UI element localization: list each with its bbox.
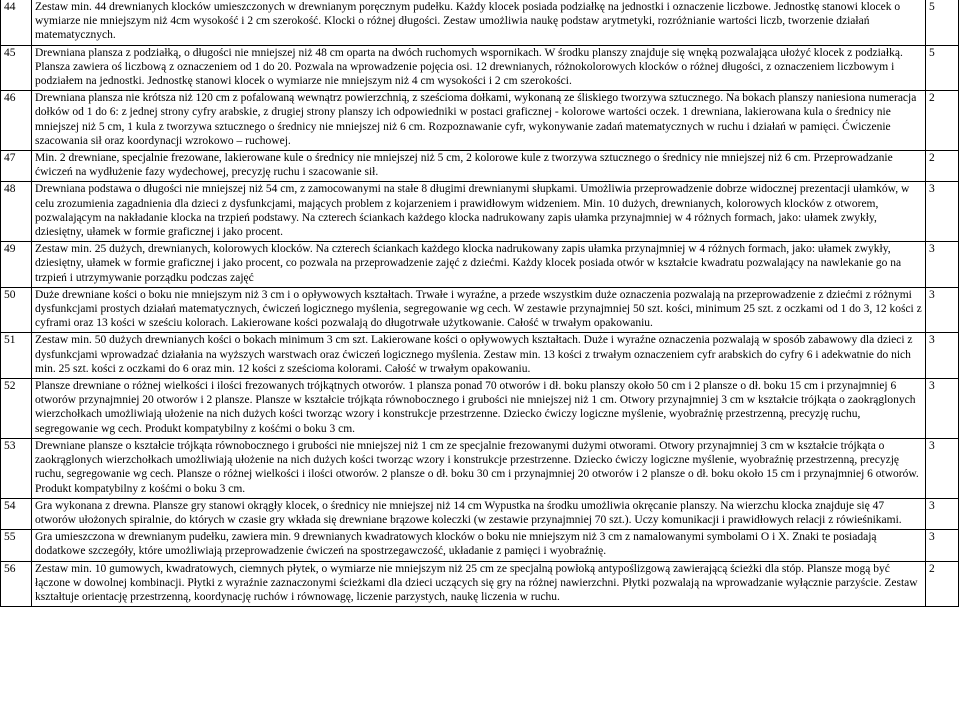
item-description: Zestaw min. 25 dużych, drewnianych, kolorowych klocków. Na czterech ściankach każdego klocka nadrukowany zapis ułamka przynajmniej w 4 różnych formach, jako: ułamek zwykły, dziesiętny, ułamek w formie graficznej i jako procent, co pozwala na przeprowadzenie zajęć z dziećmi. Każdy klocek posiada otwór w kształcie kwadratu pozwalający na nawlekanie go na trzpień i utrzymywanie porządku podczas zajęć (32, 242, 926, 288)
item-number: 51 (1, 333, 32, 379)
item-quantity: 2 (926, 151, 959, 182)
item-number: 49 (1, 242, 32, 288)
item-description: Gra wykonana z drewna. Plansze gry stanowi okrągły klocek, o średnicy nie mniejszej niż 14 cm Wypustka na środku umożliwia okręcanie planszy. Na wierzchu klocka znajduje się 47 otworów ułożonych spiralnie, do których w czasie gry wkłada się drewniane brązowe koleczki (w zestawie przynajmniej 70 szt.). Uczy komunikacji i prawidłowych relacji z rówieśnikami. (32, 498, 926, 529)
item-description: Zestaw min. 50 dużych drewnianych kości o bokach minimum 3 cm szt. Lakierowane kości o opływowych kształtach. Duże i wyraźne oznaczenia pozwalają w sposób zabawowy dla dzieci z dysfunkcjami wprowadzać działania na wyższych warstwach oraz ćwiczeń logicznego myślenia. Zestaw min. 13 kości z trwałym oznaczeniem cyfr arabskich do cyfry 6 i adekwatnie do nich min. 25 szt. kości z oczkami do 6 oraz min. 12 kości z sześcioma kolorami. Całość w trwałym opakowaniu. (32, 333, 926, 379)
item-quantity: 3 (926, 498, 959, 529)
item-number: 44 (1, 0, 32, 45)
specification-table-body (1, 0, 959, 607)
item-quantity: 3 (926, 287, 959, 333)
item-number: 54 (1, 498, 32, 529)
item-number: 52 (1, 379, 32, 439)
item-number: 53 (1, 438, 32, 498)
table-row (1, 242, 959, 288)
table-row (1, 498, 959, 529)
item-description: Drewniana plansza nie krótsza niż 120 cm z pofalowaną wewnątrz powierzchnią, z sześcioma dołkami, wykonaną ze śliskiego tworzywa sztucznego. Na bokach planszy naniesiona numeracja dołków od 1 do 6: z jednej strony cyfry arabskie, z drugiej strony planszy ich odpowiedniki w postaci graficznej - kolorowe wartości oczek. 1 drewniana, lakierowana kula o średnicy nie mniejszej niż 5 cm, 1 kula z tworzywa sztucznego o średnicy nie mniejszej niż 6 cm. Rozpoznawanie cyfr, wykonywanie zadań matematycznych w ruchu i działań w pamięci. Ćwiczenie szacowania sił oraz koordynacji wzrokowo – ruchowej. (32, 91, 926, 151)
item-quantity: 2 (926, 91, 959, 151)
table-row (1, 561, 959, 607)
item-number: 48 (1, 182, 32, 242)
item-description: Drewniana plansza z podziałką, o długości nie mniejszej niż 48 cm oparta na dwóch ruchomych wspornikach. W środku planszy znajduje się wnęką pozwalająca ułożyć klocek z podziałką. Plansza zawiera oś liczbową z oznaczeniem od 1 do 20. Pozwala na wprowadzenie pojęcia osi. 12 drewnianych, różnokolorowych klocków o różnej długości, z oznaczeniem liczbowym i podziałem na jednostki. Jednostkę stanowi klocek o wymiarze nie mniejszym niż 4 cm wysokości i 2 cm szerokości. (32, 45, 926, 91)
item-quantity: 3 (926, 379, 959, 439)
item-quantity: 3 (926, 530, 959, 561)
item-quantity: 3 (926, 438, 959, 498)
item-description: Zestaw min. 44 drewnianych klocków umieszczonych w drewnianym poręcznym pudełku. Każdy klocek posiada podziałkę na jednostki i oznaczenie liczbowe. Jednostkę stanowi klocek o wymiarze nie mniejszym niż 4cm wysokość i 2 cm szerokość. Klocki o różnej długości. Zestaw umożliwia naukę podstaw arytmetyki, rozróżnianie wartości liczb, tworzenie działań matematycznych. (32, 0, 926, 45)
item-description: Zestaw min. 10 gumowych, kwadratowych, ciemnych płytek, o wymiarze nie mniejszym niż 25 cm ze specjalną powłoką antypoślizgową zawierającą ścieżki dla stóp. Plansze mogą być łączone w dowolnej kombinacji. Płytki z wyraźnie zaznaczonymi ścieżkami dla dzieci uczących się gry na różnej nawierzchni. Płytki pozwalają na wprowadzanie wyłącznie parzyście. Zestaw kształtuje orientację przestrzenną, koordynację ruchów i równowagę, liczenie parzystych, naukę liczenia w ruchu. (32, 561, 926, 607)
item-number: 56 (1, 561, 32, 607)
item-quantity: 5 (926, 0, 959, 45)
table-row (1, 182, 959, 242)
item-number: 47 (1, 151, 32, 182)
table-row (1, 333, 959, 379)
item-description: Min. 2 drewniane, specjalnie frezowane, lakierowane kule o średnicy nie mniejszej niż 5 cm, 2 kolorowe kule z tworzywa sztucznego o średnicy nie mniejszej niż 6 cm. Przeprowadzanie ćwiczeń na wydłużenie fazy wydechowej, precyzję ruchu i szacowanie sił. (32, 151, 926, 182)
table-row (1, 0, 959, 45)
item-quantity: 5 (926, 45, 959, 91)
table-row (1, 45, 959, 91)
table-row (1, 438, 959, 498)
table-row (1, 287, 959, 333)
item-description: Drewniane plansze o kształcie trójkąta równobocznego i grubości nie mniejszej niż 1 cm ze specjalnie frezowanymi dużymi otworami. Otwory przynajmniej 3 cm w kształcie trójkąta o zaokrąglonych wierzchołkach umożliwiają ułożenie na nich dużych kości tworząc wzory i konstrukcje przestrzenne. Dziecko ćwiczy logiczne myślenie, wyobraźnię przestrzenną, precyzję ruchu, segregowanie wg cech. Plansze o różnej wielkości i ilości otworów. 2 plansze o dł. boku 30 cm i przynajmniej 20 otworów i 2 plansze o dł. boku około 15 cm i przynajmniej 6 otworów. Produkt kompatybilny z kośćmi o boku 3 cm. (32, 438, 926, 498)
table-row (1, 379, 959, 439)
table-row (1, 91, 959, 151)
item-number: 45 (1, 45, 32, 91)
item-quantity: 3 (926, 242, 959, 288)
item-number: 46 (1, 91, 32, 151)
item-description: Gra umieszczona w drewnianym pudełku, zawiera min. 9 drewnianych kwadratowych klocków o boku nie mniejszym niż 3 cm z namalowanymi symbolami O i X. Znaki te posiadają dodatkowe szczegóły, które umożliwiają przeprowadzenie ćwiczeń na spostrzegawczość, układanie z pamięci i wyobraźnię. (32, 530, 926, 561)
item-quantity: 3 (926, 182, 959, 242)
item-description: Duże drewniane kości o boku nie mniejszym niż 3 cm i o opływowych kształtach. Trwałe i wyraźne, a przede wszystkim duże oznaczenia pozwalają na przeprowadzenie z dziećmi z różnymi dysfunkcjami prostych działań matematycznych, ćwiczeń logicznego myślenia, segregowanie wg cech. W zestawie przynajmniej 50 szt. kości, minimum 25 szt. z oczkami od 1 do 3, 12 kości z cyframi oraz 13 kości w sześciu kolorach. Lakierowane kości pozwalają do długotrwałe użytkowanie. Całość w trwałym opakowaniu. (32, 287, 926, 333)
item-quantity: 2 (926, 561, 959, 607)
item-number: 55 (1, 530, 32, 561)
item-description: Plansze drewniane o różnej wielkości i ilości frezowanych trójkątnych otworów. 1 plansza ponad 70 otworów i dł. boku planszy około 50 cm i 2 plansze o dł. boku 15 cm i przynajmniej 6 otworów przynajmniej 20 otworów i 2 plansze. Plansze w kształcie trójkąta równobocznego i grubości nie mniejszej niż 1 cm. Otwory przynajmniej 3 cm w kształcie trójkąta o zaokrąglonych wierzchołkach umożliwiają ułożenie na nich dużych kości tworząc wzory i konstrukcje przestrzenne. Dziecko ćwiczy logiczne myślenie, wyobraźnię przestrzenną, precyzję ruchu, segregowanie wg cech. Produkt kompatybilny z kośćmi o boku 3 cm. (32, 379, 926, 439)
table-row (1, 151, 959, 182)
item-quantity: 3 (926, 333, 959, 379)
item-number: 50 (1, 287, 32, 333)
item-description: Drewniana podstawa o długości nie mniejszej niż 54 cm, z zamocowanymi na stałe 8 długimi drewnianymi słupkami. Umożliwia przeprowadzenie dobrze widocznej prezentacji ułamków, w celu zrozumienia zagadnienia dla dzieci z dysfunkcjami, mających problem z kojarzeniem i prawidłowym widzeniem. Min. 10 dużych, drewnianych, kolorowych klocków z otworem, pozwalającym na nakładanie klocka na trzpień podstawy. Na czterech ściankach każdego klocka nadrukowany zapis ułamka przynajmniej w 4 różnych formach, jako: ułamek zwykły, dziesiętny, ułamek w formie graficznej i jako procent. (32, 182, 926, 242)
table-row (1, 530, 959, 561)
